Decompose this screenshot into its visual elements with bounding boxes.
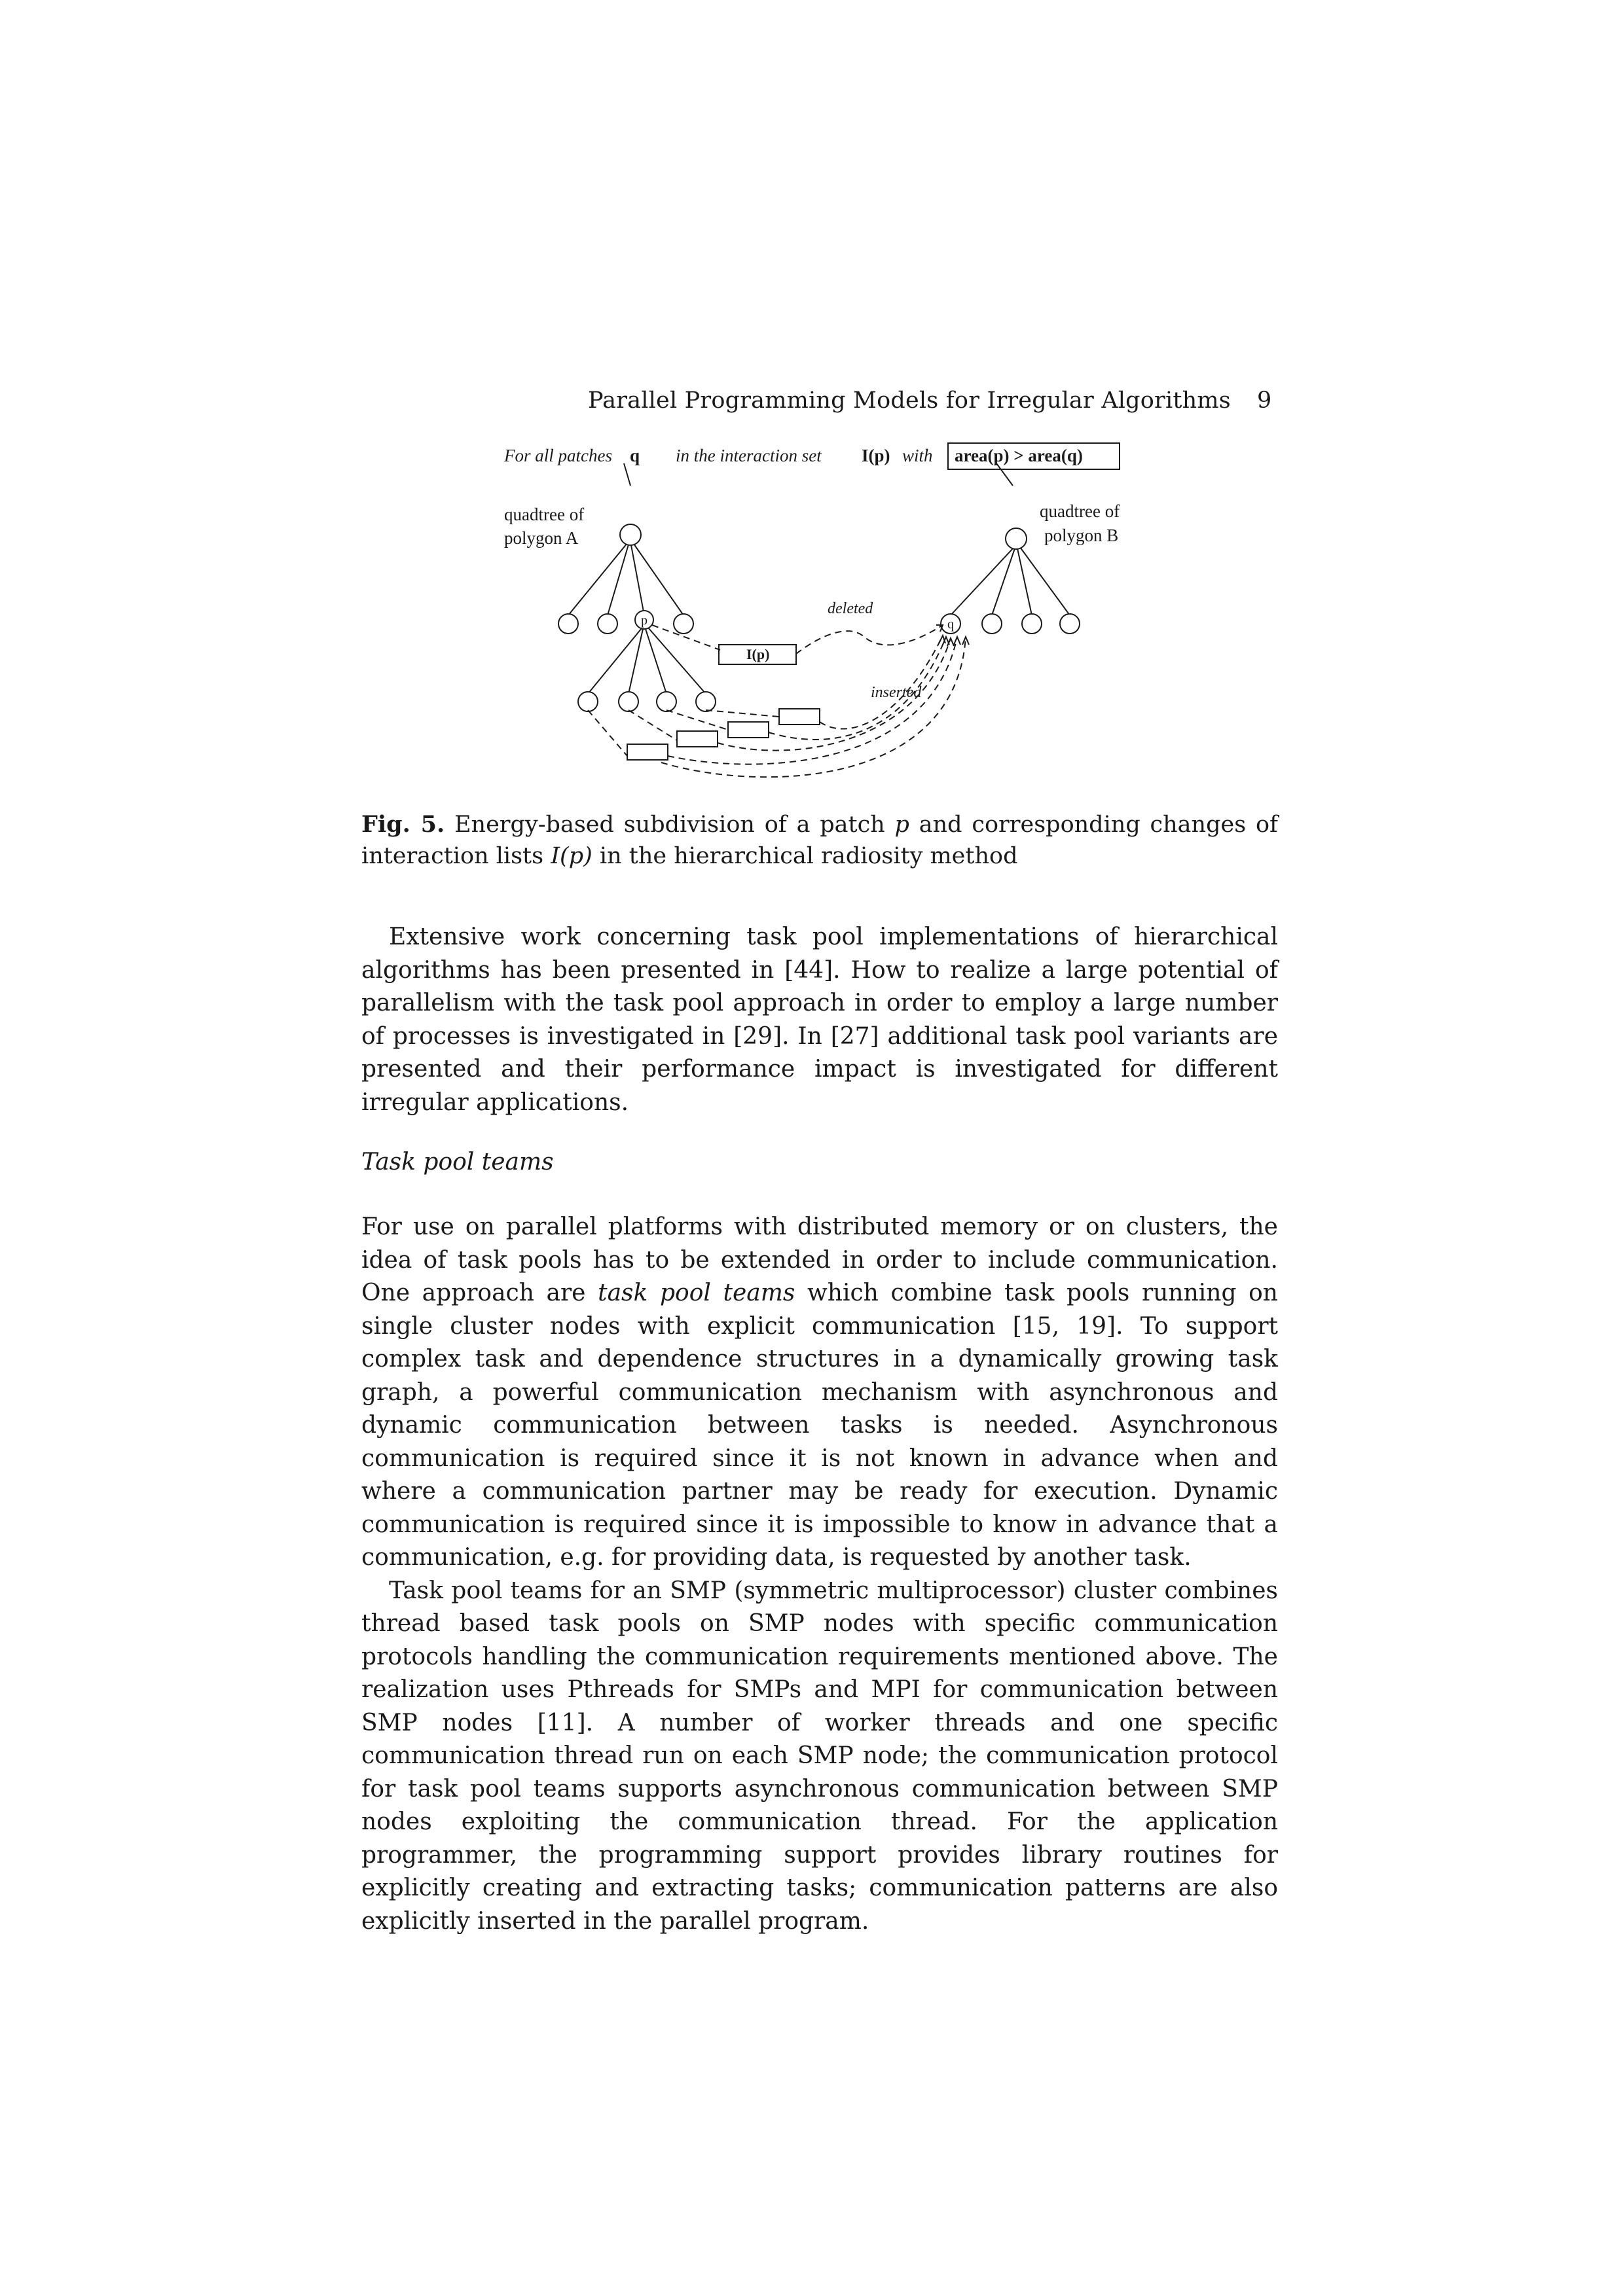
caption-label: Fig. 5. [361, 811, 445, 838]
root-node-b [1006, 528, 1027, 549]
page-number: 9 [1257, 387, 1272, 414]
fig-top-with: with [902, 446, 933, 465]
figure-5-diagram [484, 435, 1152, 802]
root-node-a [620, 524, 641, 545]
paragraph-3: Task pool teams for an SMP (symmetric multiprocessor) cluster combines thread based task pools on SMP nodes with specific communication protocols handling the communication requirements mentioned above. The realization uses Pthreads for SMPs and MPI for communication between SMP nodes [11]. A number of worker threads and one specific communication thread run on each SMP node; the communication protocol for task pool teams supports asynchronous communication between SMP nodes exploiting the communication thread. For the application programmer, the programming support provides library routines for explicitly creating and extracting tasks; communication patterns are also explicitly inserted in the parallel program. [361, 1577, 1278, 1935]
node-a-4 [674, 614, 693, 634]
section-body [361, 1211, 1278, 1938]
caption-ip: I(p) [551, 843, 593, 869]
paragraph-2-text-2: which combine task pools running on single cluster nodes with explicit communication [15, 19]. To support complex task and dependence structures in a dynamically growing task graph, a powerful communication mechanism with asynchronous and dynamic communication between tasks is needed. Asynchronous communication is required since it is not known in advance when and where a communication partner may be ready for execution. Dynamic communication is required since it is impossible to know in advance that a communication, e.g. for providing data, is requested by another task. [361, 1280, 1278, 1571]
figure-5 [484, 435, 1152, 802]
quadtree-a-line2: polygon A [504, 528, 579, 548]
fig-top-q: q [630, 446, 640, 465]
caption-p: p [894, 812, 909, 838]
fig-top-in-set: in the interaction set [676, 446, 822, 465]
node-a-2 [598, 614, 617, 634]
caption-text-3: in the hierarchical radiosity method [592, 843, 1018, 869]
node-q-label: q [947, 617, 954, 632]
inserted-box-4 [627, 744, 668, 760]
node-p-label: p [641, 613, 647, 628]
paragraph-1: Extensive work concerning task pool implementations of hierarchical algorithms has been presented in [44]. How to realize a large potential of parallelism with the task pool approach in order to employ a large number of processes is investigated in [29]. In [27] additional task pool variants are presented and their performance impact is investigated for different irregular applications. [361, 924, 1278, 1116]
child-node-4 [696, 692, 716, 711]
child-node-1 [578, 692, 598, 711]
caption-text-1: Energy-based subdivision of a patch [445, 812, 895, 838]
node-b-4 [1060, 614, 1080, 634]
fig-top-condition: area(p) > area(q) [955, 446, 1083, 465]
paragraph-1-block [361, 921, 1278, 1119]
child-node-2 [619, 692, 638, 711]
node-b-2 [982, 614, 1002, 634]
page-header [0, 387, 1623, 420]
node-b-3 [1022, 614, 1042, 634]
fig-top-ip: I(p) [862, 446, 890, 465]
node-a-1 [558, 614, 578, 634]
section-heading: Task pool teams [361, 1149, 554, 1175]
inserted-label: inserted [871, 684, 922, 701]
running-title: Parallel Programming Models for Irregular Algorithms [588, 387, 1231, 414]
fig-top-for-all: For all patches [504, 446, 612, 465]
paragraph-2-text-1: For use on parallel platforms with distributed memory or on clusters, the idea of task pools has to be extended in order to include communication. One approach are [361, 1213, 1278, 1306]
inserted-box-1 [779, 709, 820, 725]
quadtree-a-line1: quadtree of [504, 505, 585, 524]
tree-nodes [558, 524, 1080, 711]
deleted-label: deleted [828, 600, 873, 617]
figure-caption [361, 809, 1278, 872]
tree-edges [568, 463, 1070, 694]
paragraph-2 [361, 1211, 1278, 1575]
inserted-box-2 [728, 722, 769, 738]
child-node-3 [657, 692, 676, 711]
box-ip-label: I(p) [746, 646, 770, 662]
quadtree-b-line2: polygon B [1044, 526, 1119, 545]
inserted-box-3 [677, 731, 718, 747]
caption-text-2: and corresponding changes of interaction lists [361, 812, 1278, 869]
quadtree-b-line1: quadtree of [1040, 501, 1120, 521]
paragraph-2-emph: task pool teams [598, 1280, 795, 1306]
